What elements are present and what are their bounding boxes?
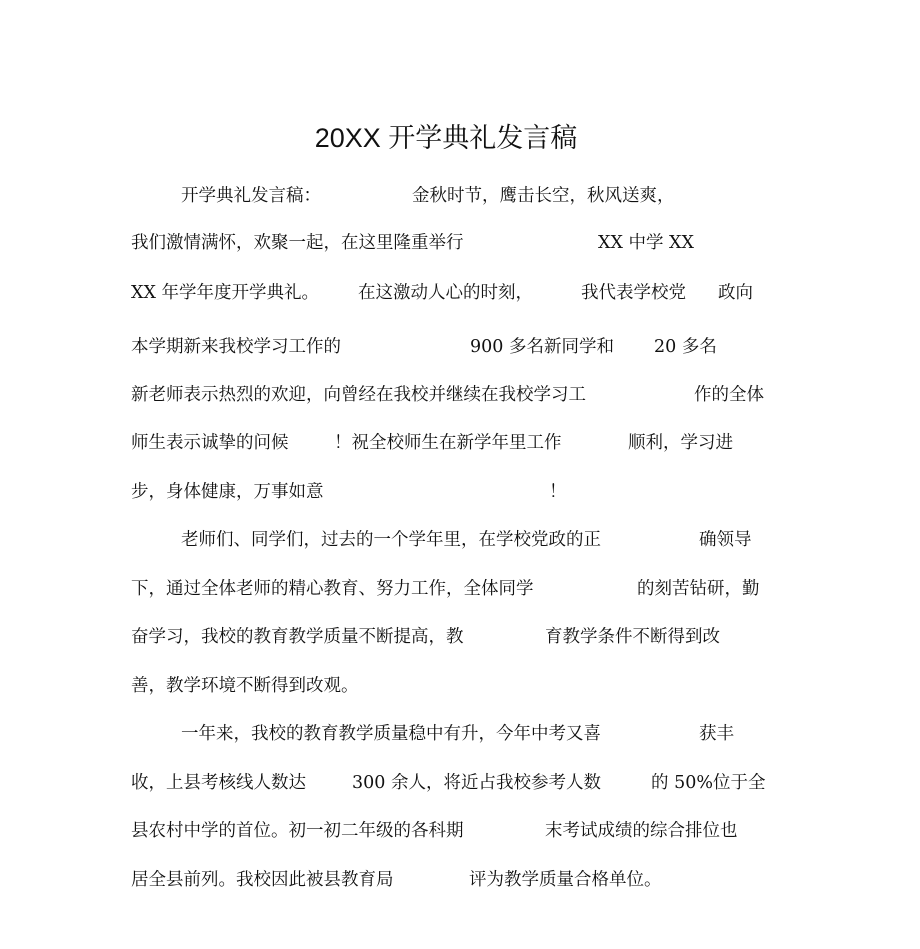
document-title: 20XX 开学典礼发言稿 (314, 123, 578, 153)
text-line (0, 181, 920, 211)
text-segment: 步，身体健康，万事如意 (131, 482, 324, 502)
text-line (0, 380, 920, 410)
text-line (0, 671, 920, 701)
text-segment: ！ (549, 482, 567, 502)
text-segment: 一年来，我校的教育教学质量稳中有升，今年中考又喜 (181, 724, 601, 744)
text-segment: 900 多名新同学和 (470, 337, 614, 357)
text-segment: 居全县前列。我校因此被县教育局 (131, 870, 394, 890)
text-line (0, 816, 920, 846)
text-line (0, 574, 920, 604)
text-line (0, 719, 920, 749)
text-line (0, 622, 920, 652)
text-line (0, 768, 920, 798)
text-segment: 20 多名 (654, 337, 717, 357)
text-line (0, 228, 920, 258)
text-segment: 金秋时节，鹰击长空，秋风送爽， (412, 186, 675, 206)
text-segment: 我们激情满怀，欢聚一起，在这里隆重举行 (131, 233, 464, 253)
text-segment: XX 年学年度开学典礼。 (131, 283, 319, 303)
text-line (0, 332, 920, 362)
text-segment: 收，上县考核线人数达 (131, 773, 306, 793)
text-segment: 获丰 (699, 724, 734, 744)
text-segment: 作的全体 (694, 385, 764, 405)
text-line (0, 477, 920, 507)
text-segment: 政向 (718, 283, 753, 303)
text-segment: 我代表学校党 (581, 283, 686, 303)
text-line (0, 525, 920, 555)
text-segment: ！祝全校师生在新学年里工作 (334, 433, 562, 453)
text-segment: 师生表示诚挚的问候 (131, 433, 289, 453)
text-segment: 育教学条件不断得到改 (545, 627, 720, 647)
text-segment: 新老师表示热烈的欢迎，向曾经在我校并继续在我校学习工 (131, 385, 586, 405)
text-segment: 确领导 (699, 530, 752, 550)
text-line (0, 278, 920, 308)
text-segment: XX 中学 XX (598, 233, 694, 253)
text-segment: 奋学习，我校的教育教学质量不断提高，教 (131, 627, 464, 647)
text-line (0, 865, 920, 895)
text-segment: 的刻苦钻研，勤 (637, 579, 760, 599)
text-segment: 善，教学环境不断得到改观。 (131, 676, 359, 696)
text-segment: 县农村中学的首位。初一初二年级的各科期 (131, 821, 464, 841)
text-segment: 顺利，学习进 (628, 433, 733, 453)
text-segment: 300 余人，将近占我校参考人数 (352, 773, 601, 793)
text-segment: 下，通过全体老师的精心教育、努力工作，全体同学 (131, 579, 534, 599)
text-segment: 的 50%位于全 (651, 773, 766, 793)
text-segment: 开学典礼发言稿： (181, 186, 321, 206)
text-segment: 本学期新来我校学习工作的 (131, 337, 341, 357)
text-line (0, 428, 920, 458)
text-segment: 末考试成绩的综合排位也 (545, 821, 738, 841)
text-segment: 评为教学质量合格单位。 (469, 870, 662, 890)
text-segment: 老师们、同学们，过去的一个学年里，在学校党政的正 (181, 530, 601, 550)
text-segment: 在这激动人心的时刻， (358, 283, 533, 303)
